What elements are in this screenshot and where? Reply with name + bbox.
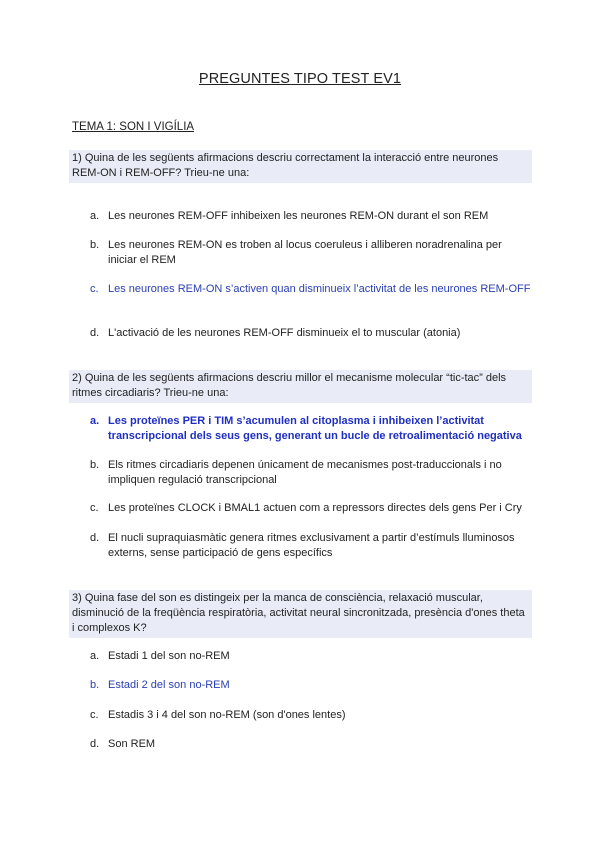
option-letter: c.	[90, 709, 99, 721]
option-letter: a.	[90, 415, 100, 427]
option-text: Les neurones REM-ON s’activen quan disminueix l’activitat de les neurones REM-OFF	[108, 283, 531, 295]
option-text: Estadis 3 i 4 del son no-REM (son d'ones lentes)	[108, 709, 346, 721]
option-letter: d.	[90, 532, 100, 544]
question-3: 3) Quina fase del son es distingeix per la manca de consciència, relaxació muscular, disminució de la freqüència respiratòria, activitat neural sincronitzada, presència d'ones theta i complexos K?	[69, 590, 532, 638]
option-letter: d.	[90, 327, 100, 339]
page-title: PREGUNTES TIPO TEST EV1	[198, 71, 402, 87]
option-letter: b.	[90, 459, 100, 471]
option-letter: d.	[90, 738, 100, 750]
option-letter: a.	[90, 210, 100, 222]
question-2: 2) Quina de les següents afirmacions descriu millor el mecanisme molecular “tic-tac” dels ritmes circadiaris? Trieu-ne una:	[69, 370, 532, 403]
option-text: L'activació de les neurones REM-OFF disminueix el to muscular (atonia)	[108, 327, 461, 339]
option-letter: b.	[90, 239, 100, 251]
section-heading: TEMA 1: SON I VIGÍLIA	[72, 121, 195, 133]
option-text: Estadi 1 del son no-REM	[108, 650, 230, 662]
option-text: Les proteïnes CLOCK i BMAL1 actuen com a repressors directes dels gens Per i Cry	[108, 502, 522, 514]
option-text: Les proteïnes PER i TIM s’acumulen al citoplasma i inhibeixen l’activitat transcripcional dels seus gens, generant un bucle de retroalimentació negativa	[108, 415, 522, 442]
option-letter: c.	[90, 502, 99, 514]
question-1: 1) Quina de les següents afirmacions descriu correctament la interacció entre neurones REM-ON i REM-OFF? Trieu-ne una:	[69, 150, 532, 183]
option-letter: a.	[90, 650, 100, 662]
option-text: Son REM	[108, 738, 156, 750]
option-letter: b.	[90, 679, 100, 691]
option-text: Les neurones REM-ON es troben al locus coeruleus i alliberen noradrenalina per iniciar el REM	[108, 239, 502, 266]
option-text: Els ritmes circadiaris depenen únicament de mecanismes post-traduccionals i no impliquen regulació transcripcional	[108, 459, 502, 486]
option-text: Les neurones REM-OFF inhibeixen les neurones REM-ON durant el son REM	[108, 210, 489, 222]
option-text: Estadi 2 del son no-REM	[108, 679, 230, 691]
option-text: El nucli supraquiasmàtic genera ritmes exclusivament a partir d’estímuls lluminosos externs, sense participació de gens específics	[108, 532, 515, 559]
option-letter: c.	[90, 283, 99, 295]
